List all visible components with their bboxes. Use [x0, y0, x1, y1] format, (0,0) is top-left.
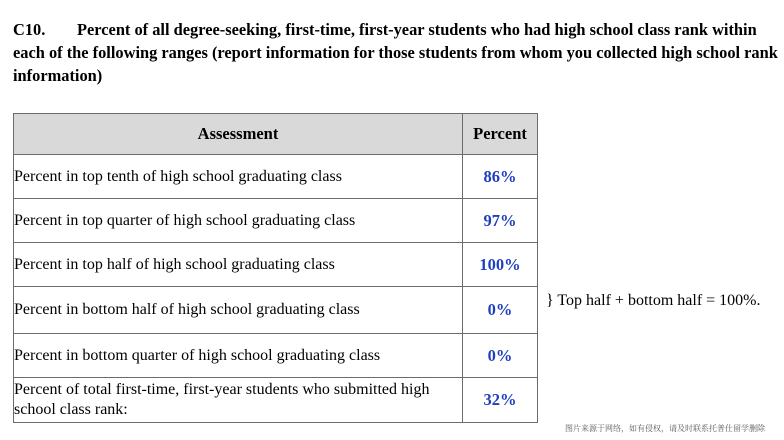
row-value: 86% [463, 155, 538, 199]
table-row [14, 199, 538, 243]
row-value: 100% [463, 243, 538, 287]
row-label: Percent in top half of high school graduating class [14, 243, 463, 287]
question-heading [13, 18, 779, 87]
table-row [14, 287, 538, 334]
question-code: C10. [13, 20, 46, 39]
assessment-column-header: Assessment [14, 114, 463, 155]
row-value: 97% [463, 199, 538, 243]
table-row [14, 155, 538, 199]
watermark: 图片来源于网络，如有侵权，请及时联系托普仕留学删除 [565, 424, 765, 433]
table-row [14, 243, 538, 287]
row-label: Percent in top quarter of high school graduating class [14, 199, 463, 243]
row-value: 32% [463, 378, 538, 423]
class-rank-table [13, 113, 538, 423]
row-label: Percent in bottom quarter of high school graduating class [14, 334, 463, 378]
row-label: Percent of total first-time, first-year students who submitted high school class rank: [14, 378, 463, 423]
table-row [14, 378, 538, 423]
table-header-row [14, 114, 538, 155]
row-label: Percent in top tenth of high school graduating class [14, 155, 463, 199]
percent-column-header: Percent [463, 114, 538, 155]
question-text: Percent of all degree-seeking, first-time, first-year students who had high school class rank within each of the following ranges (report information for those students from whom you collected high school rank information) [13, 20, 778, 85]
sum-note: } Top half + bottom half = 100%. [546, 292, 761, 309]
row-value: 0% [463, 334, 538, 378]
table-row [14, 334, 538, 378]
row-value: 0% [463, 287, 538, 334]
row-label: Percent in bottom half of high school graduating class [14, 287, 463, 334]
